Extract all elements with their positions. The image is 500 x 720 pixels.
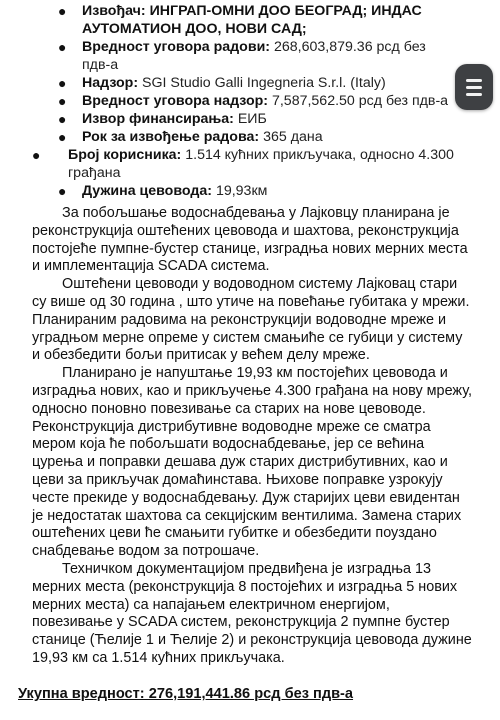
list-item-funding-source: [0, 110, 460, 128]
hamburger-menu-icon: [466, 79, 482, 82]
bullet-icon: ●: [58, 3, 67, 19]
contractor-label: Извођач:: [82, 3, 146, 19]
bullet-icon: ●: [58, 129, 67, 145]
works-contract-value: 268,603,879.36 рсд без пдв-а: [82, 39, 426, 73]
pipeline-length-value: 19,93км: [215, 183, 268, 199]
bullet-icon: ●: [58, 183, 67, 199]
bullet-icon: ●: [58, 93, 67, 109]
list-item-supervision-contract-value: [0, 92, 460, 110]
menu-button[interactable]: [455, 64, 493, 110]
project-details-list: [0, 2, 460, 200]
hamburger-menu-icon-bar: [466, 86, 482, 89]
bullet-icon: ●: [32, 147, 41, 163]
bullet-icon: ●: [58, 75, 67, 91]
list-item-deadline: [0, 128, 460, 146]
users-value: 1.514 кућних прикључака, односно 4.300 грађана: [68, 147, 454, 181]
hamburger-menu-icon-bar: [466, 93, 482, 96]
list-item-contractor: [0, 2, 460, 38]
list-item-supervision: [0, 74, 460, 92]
description-text: [32, 205, 472, 668]
bullet-icon: ●: [58, 39, 67, 55]
supervision-contract-label: Вредност уговора надзор:: [82, 93, 269, 109]
list-item-pipeline-length: [0, 182, 460, 200]
list-item-users: [0, 146, 460, 182]
total-value: Укупна вредност: 276,191,441.86 рсд без пдв-а: [18, 686, 354, 702]
paragraph-planned-works: Планирано је напуштање 19,93 км постојећих цевовода и изградња нових, као и прикључење 4.300 грађана на нову мрежу, односно поновно повезивање са старих на нове цевоводе. Реконструкција дистрибутивне водоводне мреже се сматра мером која ће побољшати водоснабдевање, јер се већина цурења и поправки дешава дуж старих дистрибутивних, као и цеви за прикључак домаћинстава. Њихове поправке узрокују честе прекиде у водоснабдевању. Дуж старијих цеви евидентан је недостатак шахтова са секцијским вентилима. Замена старих оштећених цеви ће смањити губитке и обезбедити поуздано снабдевање водом за потрошаче.: [32, 365, 472, 560]
funding-source-label: Извор финансирања:: [82, 111, 234, 127]
paragraph-intro: За побољшање водоснабдевања у Лајковцу планирана је реконструкција оштећених цевовода и шахтова, реконструкција постојеће пумпне-бустер станице, изградња нових мерних места и имплементација SCADA система.: [32, 205, 468, 275]
works-contract-label: Вредност уговора радови:: [82, 39, 271, 55]
funding-source-value: ЕИБ: [237, 111, 267, 127]
supervision-value: SGI Studio Galli Ingegneria S.r.l. (Italy): [142, 75, 386, 91]
users-label: Број корисника:: [68, 147, 182, 163]
contractor-value: ИНГРАП-ОМНИ ДОО БЕОГРАД; ИНДАС АУТОМАТИОН ДОО, НОВИ САД;: [82, 3, 422, 37]
deadline-label: Рок за извођење радова:: [82, 129, 260, 145]
supervision-label: Надзор:: [82, 75, 139, 91]
paragraph-damaged-pipes: Оштећени цевоводи у водоводном систему Лајковац стари су више од 30 година , што утиче на повећање губитака у мрежи. Планираним радовима на реконструкцији водоводне мреже и уградњом мерне опреме у систем смањиће се губици у систему и обезбедити бољи притисак у већем делу мреже.: [32, 276, 470, 364]
supervision-contract-value: 7,587,562.50 рсд без пдв-а: [271, 93, 449, 109]
paragraph-technical-docs: Техничком документацијом предвиђена је изградња 13 мерних места (реконструкција 8 постојећих и изградња 5 нових мерних места) са напајањем електричном енергијом, повезивање у SCADA систем, реконструкција 2 пумпне бустер станице (Ћелије 1 и Ћелије 2) и реконструкција цевовода дужине 19,93 км са 1.514 кућних прикључака.: [32, 560, 472, 666]
list-item-works-contract-value: [0, 38, 460, 74]
deadline-value: 365 дана: [263, 129, 323, 145]
pipeline-length-label: Дужина цевовода:: [82, 183, 212, 199]
bullet-icon: ●: [58, 111, 67, 127]
